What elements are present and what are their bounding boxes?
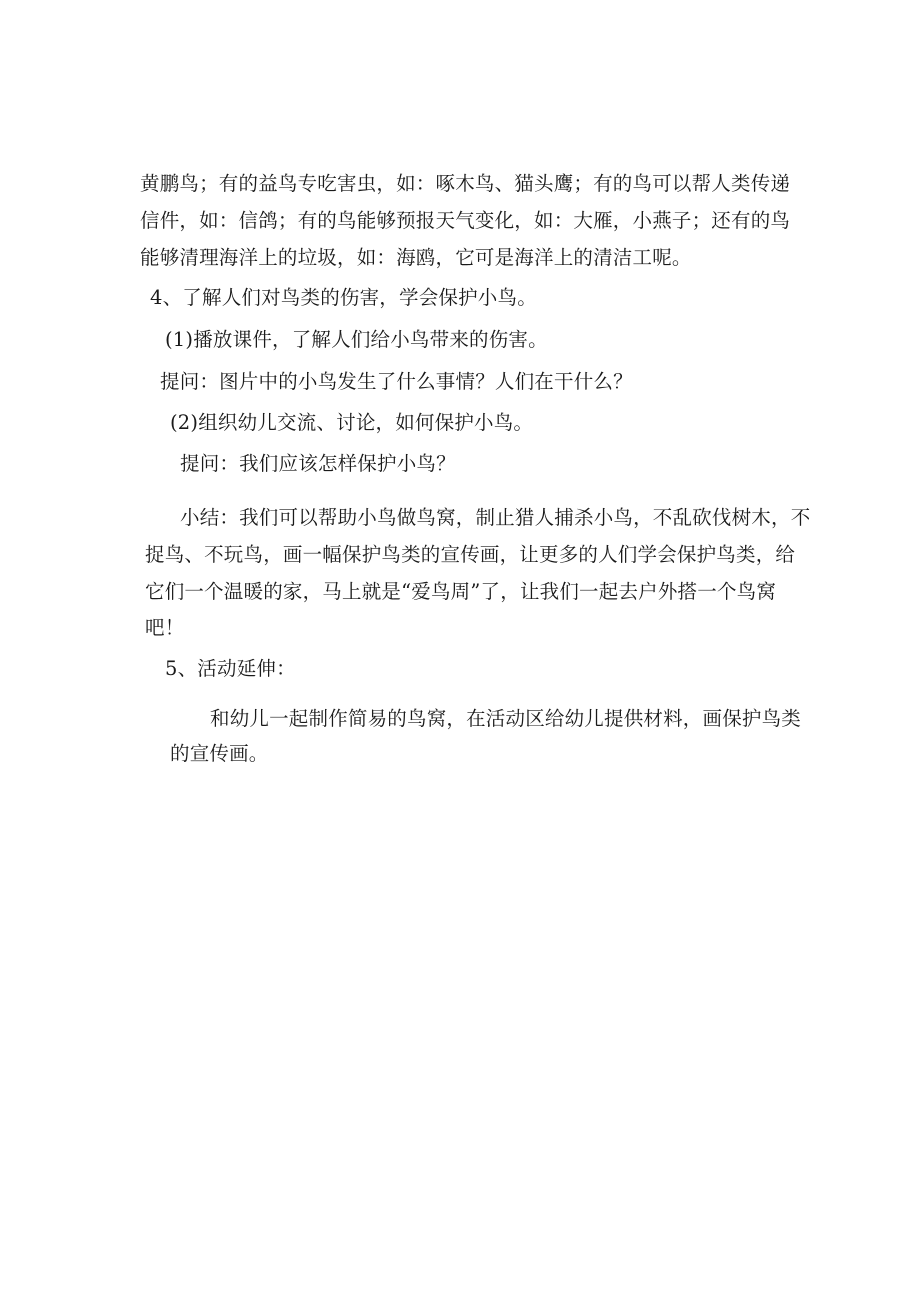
section-5-line-2: 的宣传画。: [170, 742, 269, 765]
intro-line-2: 信件，如：信鸽；有的鸟能够预报天气变化，如：大雁，小燕子；还有的鸟: [140, 209, 791, 232]
summary-line-2: 捉鸟、不玩鸟，画一幅保护鸟类的宣传画，让更多的人们学会保护鸟类，给: [145, 543, 796, 566]
summary-line-4: 吧！: [145, 616, 185, 639]
section-5-heading: 5、活动延伸：: [165, 657, 296, 680]
summary-line-3: 它们一个温暖的家，马上就是“爱鸟周”了，让我们一起去户外搭一个鸟窝: [145, 580, 777, 603]
section-5-line-1: 和幼儿一起制作简易的鸟窝，在活动区给幼儿提供材料，画保护鸟类: [210, 707, 802, 730]
summary-line-1: 小结：我们可以帮助小鸟做鸟窝，制止猎人捕杀小鸟，不乱砍伐树木，不: [180, 506, 811, 529]
section-4-heading: 4、了解人们对鸟类的伤害，学会保护小鸟。: [150, 286, 537, 309]
intro-line-3: 能够清理海洋上的垃圾，如：海鸥，它可是海洋上的清洁工呢。: [140, 246, 692, 269]
section-4-question-2: 提问：我们应该怎样保护小鸟？: [180, 452, 456, 475]
intro-line-1: 黄鹏鸟；有的益鸟专吃害虫，如：啄木鸟、猫头鹰；有的鸟可以帮人类传递: [140, 172, 791, 195]
section-4-item-2: (2)组织幼儿交流、讨论，如何保护小鸟。: [170, 411, 534, 434]
section-4-question-1: 提问：图片中的小鸟发生了什么事情？人们在干什么？: [160, 370, 633, 393]
section-4-item-1: (1)播放课件，了解人们给小鸟带来的伤害。: [165, 328, 548, 351]
